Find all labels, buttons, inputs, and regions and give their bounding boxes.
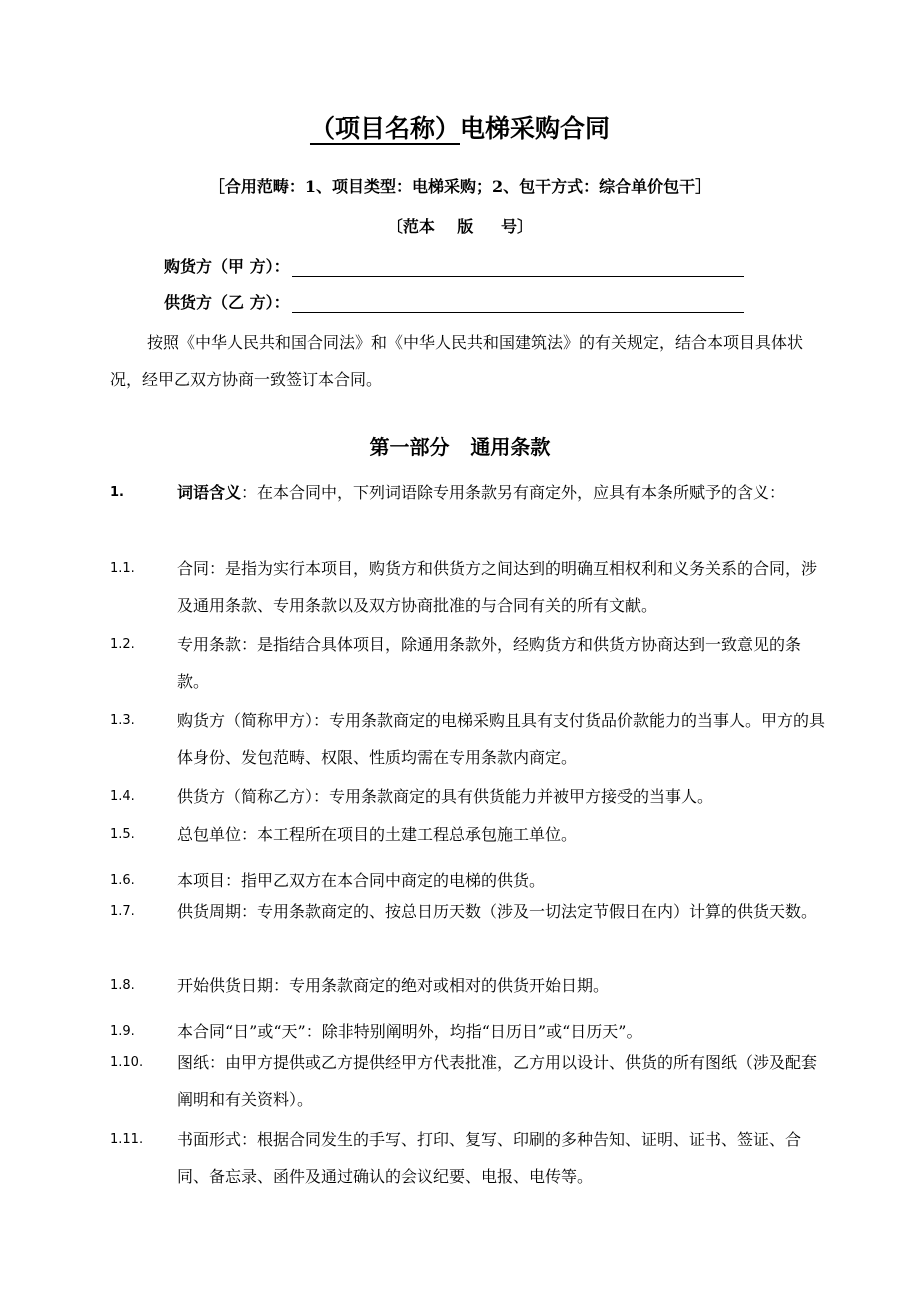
clause-number: 1.4. [110,789,135,804]
edition-line: 〔范本 版 号〕 [386,217,534,236]
intro-paragraph: 按照《中华人民共和国合同法》和《中华人民共和国建筑法》的有关规定，结合本项目具体状况，经甲乙双方协商一致签订本合同。 [110,333,804,389]
supplier-blank-field [292,294,744,313]
clause-text: 图纸：由甲方提供或乙方提供经甲方代表批准，乙方用以设计、供货的所有图纸（涉及配套阐明和有关资料）。 [177,1053,818,1109]
clause-term: 词语含义 [177,483,242,502]
clause-text: 本项目：指甲乙双方在本合同中商定的电梯的供货。 [177,871,546,890]
clause-number: 1.2. [110,637,135,652]
clause-item [110,474,832,511]
clause-text: 词语含义：在本合同中，下列词语除专用条款另有商定外，应具有本条所赋予的含义： [177,483,786,502]
clause-number: 1.5. [110,827,135,842]
supplier-line [164,290,744,313]
clause-number: 1.3. [110,713,135,728]
clause-item [110,702,832,776]
clause-item [110,1044,832,1118]
clause-text: 供货周期：专用条款商定的、按总日历天数（涉及一切法定节假日在内）计算的供货天数。 [177,902,818,921]
clause-text: 供货方（简称乙方）：专用条款商定的具有供货能力并被甲方接受的当事人。 [177,787,714,806]
clause-item [110,778,832,815]
clause-text: 总包单位：本工程所在项目的土建工程总承包施工单位。 [177,825,578,844]
clause-number: 1.1. [110,561,135,576]
title-main: 电梯采购合同 [460,114,611,143]
clause-number: 1.7. [110,904,135,919]
buyer-blank-field [292,258,744,277]
clause-number: 1.8. [110,978,135,993]
clause-number: 1.6. [110,873,135,888]
clause-text: 合同：是指为实行本项目，购货方和供货方之间达到的明确互相权利和义务关系的合同，涉及通用条款、专用条款以及双方协商批准的与合同有关的所有文献。 [177,559,818,615]
buyer-label: 购货方（甲 方）： [164,257,290,276]
clause-text: 购货方（简称甲方）：专用条款商定的电梯采购且具有支付货品价款能力的当事人。甲方的具体身份、发包范畴、权限、性质均需在专用条款内商定。 [177,711,826,767]
clause-item [110,550,832,624]
clause-text: 本合同“日”或“天”：除非特别阐明外，均指“日历日”或“日历天”。 [177,1022,643,1041]
clause-item [110,816,832,853]
clause-item [110,967,832,1004]
clause-item [110,893,832,930]
clause-number: 1.9. [110,1024,135,1039]
clause-text: 书面形式：根据合同发生的手写、打印、复写、印刷的多种告知、证明、证书、签证、合同、备忘录、函件及通过确认的会议纪要、电报、电传等。 [177,1130,802,1186]
project-name-placeholder: （项目名称） [309,114,460,143]
document-title [0,109,920,145]
clause-item [110,1121,832,1195]
scope-subtitle: ［合用范畴：1、项目类型：电梯采购；2、包干方式：综合单价包干］ [208,177,712,196]
buyer-line [164,254,744,277]
clause-text: 开始供货日期：专用条款商定的绝对或相对的供货开始日期。 [177,976,610,995]
clause-text: 专用条款：是指结合具体项目，除通用条款外，经购货方和供货方协商达到一致意见的条款。 [177,635,802,691]
clause-number: 1.11. [110,1132,144,1147]
clause-item [110,626,832,700]
clause-number: 1. [110,485,124,500]
supplier-label: 供货方（乙 方）： [164,293,290,312]
clause-number: 1.10. [110,1055,144,1070]
section-title: 第一部分 通用条款 [369,435,551,459]
